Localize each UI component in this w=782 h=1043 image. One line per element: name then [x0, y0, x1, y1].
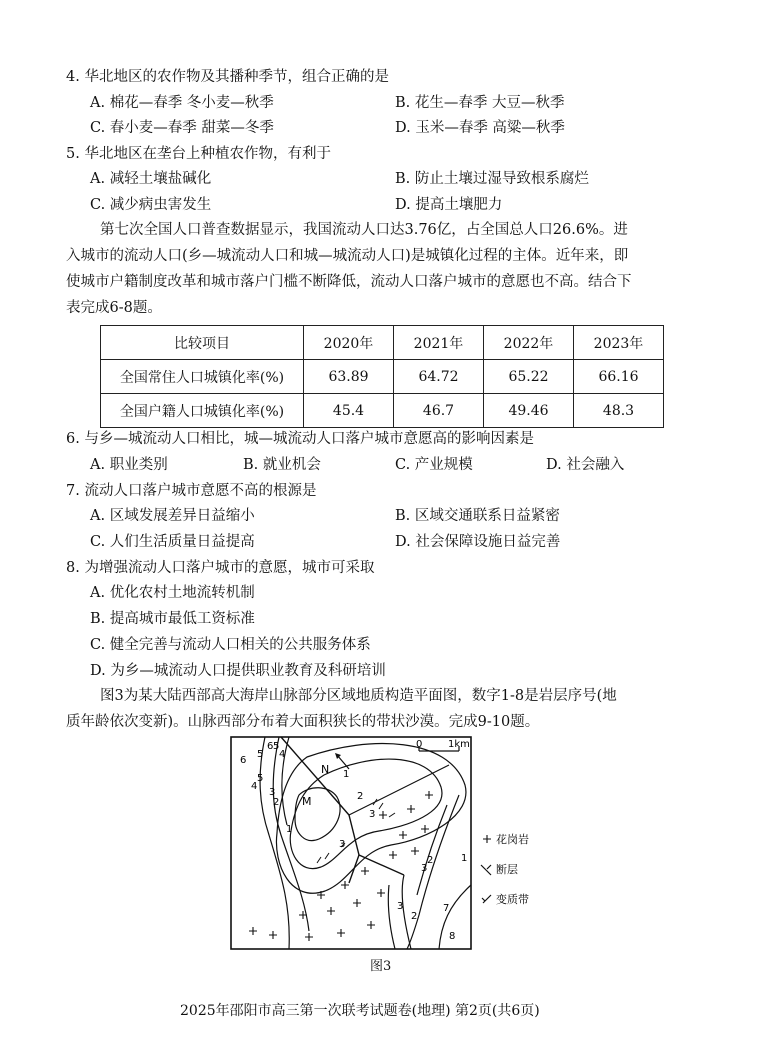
- layer-number: 4: [251, 781, 258, 792]
- urbanization-table: [100, 325, 664, 428]
- layer-number: 3: [339, 839, 346, 850]
- figure-caption: 图3: [370, 959, 392, 974]
- q4-stem: 4. 华北地区的农作物及其播种季节，组合正确的是: [66, 69, 389, 85]
- q5-stem: 5. 华北地区在垄台上种植农作物，有利于: [66, 146, 331, 162]
- layer-number: 3: [397, 901, 404, 912]
- layer-number: 5: [257, 773, 264, 784]
- table-header-cell: 2020年: [304, 326, 394, 360]
- layer-number: 7: [443, 903, 450, 914]
- legend-fault: 断层: [496, 863, 518, 876]
- layer-number: 8: [449, 931, 456, 942]
- q8-option-b: B. 提高城市最低工资标准: [90, 611, 255, 627]
- table-cell: 全国常住人口城镇化率(%): [101, 360, 304, 394]
- table-header-cell: 2023年: [574, 326, 664, 360]
- legend-metamorphic: 变质带: [496, 893, 529, 906]
- passage1-line: 第七次全国人口普查数据显示，我国流动人口达3.76亿，占全国总人口26.6%。进: [100, 222, 628, 238]
- q4-option-c: C. 春小麦—春季 甜菜—冬季: [90, 120, 274, 136]
- layer-number: 1: [343, 769, 350, 780]
- layer-number: 1: [461, 853, 468, 864]
- q4-option-b: B. 花生—春季 大豆—秋季: [395, 95, 565, 111]
- granite-legend-icon: [483, 835, 491, 843]
- table-cell: 65.22: [484, 360, 574, 394]
- q8-option-a: A. 优化农村土地流转机制: [90, 585, 255, 601]
- q8-option-d: D. 为乡—城流动人口提供职业教育及科研培训: [90, 663, 386, 679]
- layer-number: 4: [279, 749, 286, 760]
- layer-number: 3: [369, 809, 376, 820]
- table-header-cell: 比较项目: [101, 326, 304, 360]
- table-cell: 45.4: [304, 394, 394, 428]
- q6-stem: 6. 与乡—城流动人口相比，城—城流动人口落户城市意愿高的影响因素是: [66, 431, 534, 447]
- q6-option-c: C. 产业规模: [395, 457, 473, 473]
- layer-number: 3: [421, 863, 428, 874]
- q7-stem: 7. 流动人口落户城市意愿不高的根源是: [66, 483, 317, 499]
- q5-option-c: C. 减少病虫害发生: [90, 197, 212, 213]
- layer-number: 6: [267, 741, 274, 752]
- table-cell: 46.7: [394, 394, 484, 428]
- q7-option-d: D. 社会保障设施日益完善: [395, 534, 561, 550]
- q6-option-a: A. 职业类别: [90, 457, 168, 473]
- point-m-label: M: [302, 795, 312, 808]
- layer-number: 6: [240, 755, 247, 766]
- granite-area: [249, 791, 433, 941]
- q4-option-d: D. 玉米—春季 高粱—秋季: [395, 120, 565, 136]
- table-row: [101, 394, 664, 428]
- layer-number: 2: [273, 797, 280, 808]
- q4-option-a: A. 棉花—春季 冬小麦—秋季: [90, 95, 274, 111]
- passage2-line: 质年龄依次变新)。山脉西部分布着大面积狭长的带状沙漠。完成9-10题。: [66, 714, 540, 730]
- passage2-line: 图3为某大陆西部高大海岸山脉部分区域地质构造平面图，数字1-8是岩层序号(地: [100, 688, 617, 704]
- q8-stem: 8. 为增强流动人口落户城市的意愿，城市可采取: [66, 560, 375, 576]
- q5-option-b: B. 防止土壤过湿导致根系腐烂: [395, 171, 589, 187]
- page-footer: 2025年邵阳市高三第一次联考试题卷(地理) 第2页(共6页): [180, 1003, 540, 1019]
- map-legend: [481, 832, 529, 906]
- table-cell: 49.46: [484, 394, 574, 428]
- table-cell: 63.89: [304, 360, 394, 394]
- q5-option-d: D. 提高土壤肥力: [395, 197, 503, 213]
- layer-number: 3: [269, 787, 276, 798]
- passage1-line: 入城市的流动人口(乡—城流动人口和城—城流动人口)是城镇化过程的主体。近年来，即: [66, 248, 629, 264]
- table-header-row: [101, 326, 664, 360]
- layer-number: 5: [257, 749, 264, 760]
- q5-option-a: A. 减轻土壤盐碱化: [90, 171, 212, 187]
- table-cell: 64.72: [394, 360, 484, 394]
- q7-option-a: A. 区域发展差异日益缩小: [90, 508, 255, 524]
- layer-number: 5: [273, 741, 280, 752]
- fault-legend-icon: [481, 865, 491, 875]
- scale-unit: 1km: [448, 739, 470, 750]
- table-header-cell: 2021年: [394, 326, 484, 360]
- legend-granite: 花岗岩: [496, 833, 529, 846]
- q6-option-b: B. 就业机会: [243, 457, 321, 473]
- q7-option-b: B. 区域交通联系日益紧密: [395, 508, 560, 524]
- table-cell: 66.16: [574, 360, 664, 394]
- table-header-cell: 2022年: [484, 326, 574, 360]
- table-cell: 全国户籍人口城镇化率(%): [101, 394, 304, 428]
- scale-zero: 0: [416, 739, 423, 750]
- table-cell: 48.3: [574, 394, 664, 428]
- metamorphic-legend-icon: [482, 895, 491, 903]
- layer-number: 2: [427, 855, 434, 866]
- passage1-line: 使城市户籍制度改革和城市落户门槛不断降低，流动人口落户城市的意愿也不高。结合下: [66, 274, 632, 290]
- q8-option-c: C. 健全完善与流动人口相关的公共服务体系: [90, 637, 371, 653]
- layer-number: 2: [357, 791, 364, 802]
- north-label: N: [321, 763, 330, 776]
- q6-option-d: D. 社会融入: [546, 457, 625, 473]
- layer-number: 1: [286, 824, 293, 835]
- geology-map-figure: [229, 735, 559, 953]
- passage1-line: 表完成6-8题。: [66, 300, 162, 316]
- layer-number: 2: [411, 911, 418, 922]
- table-row: [101, 360, 664, 394]
- q7-option-c: C. 人们生活质量日益提高: [90, 534, 255, 550]
